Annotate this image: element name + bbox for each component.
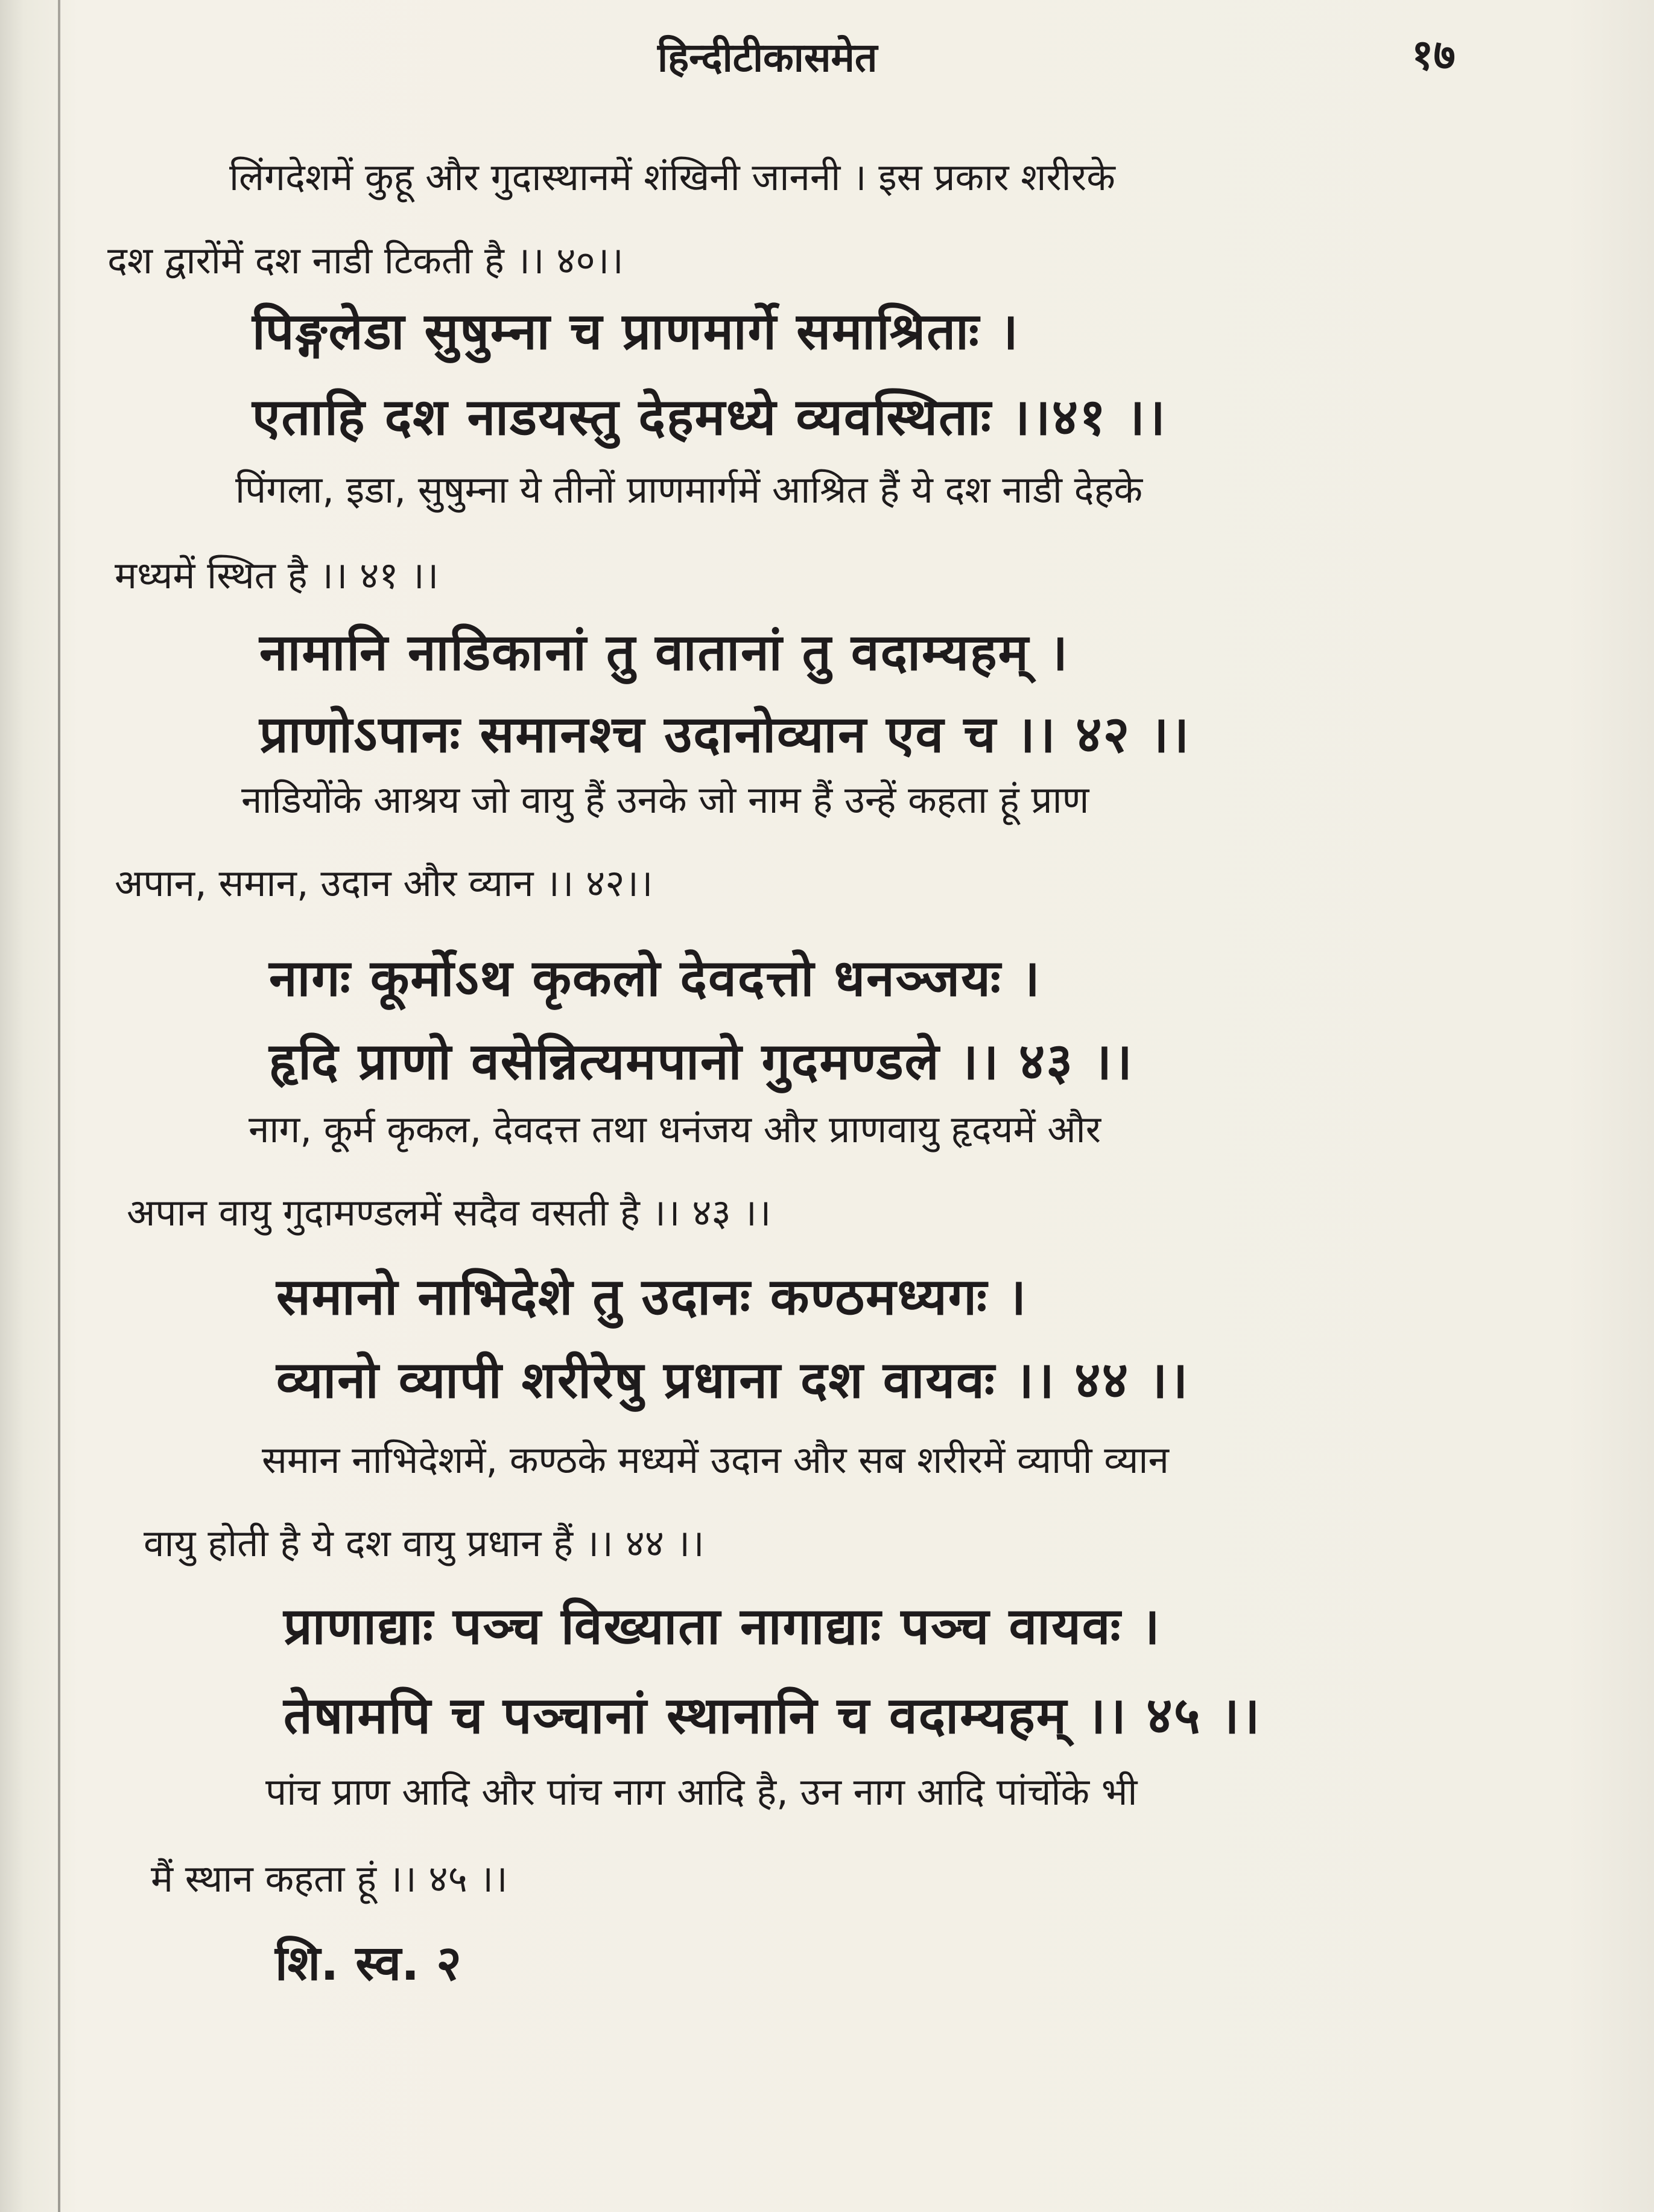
verse-line: प्राणोऽपानः समानश्च उदानोव्यान एव च ।। ४२ ।। — [259, 705, 1191, 764]
verse-line: व्यानो व्यापी शरीरेषु प्रधाना दश वायवः ।। ४४ ।। — [276, 1350, 1190, 1410]
verse-line: पिङ्गलेडा सुषुम्ना च प्राणमार्गे समाश्रिताः । — [252, 302, 1019, 361]
commentary-line: अपान वायु गुदामण्डलमें सदैव वसती है ।। ४३ ।। — [127, 1190, 772, 1235]
verse-line: एताहि दश नाडयस्तु देहमध्ये व्यवस्थिताः ।।४१ ।। — [252, 387, 1167, 447]
running-header: हिन्दीटीकासमेत — [657, 34, 878, 81]
commentary-line: दश द्वारोंमें दश नाडी टिकती है ।। ४०।। — [107, 238, 624, 282]
verse-line: नामानि नाडिकानां तु वातानां तु वदाम्यहम् । — [259, 623, 1069, 682]
page-gutter-line — [58, 0, 60, 2212]
commentary-line: मध्यमें स्थित है ।। ४१ ।। — [115, 553, 439, 597]
verse-line: समानो नाभिदेशे तु उदानः कण्ठमध्यगः । — [276, 1267, 1028, 1326]
commentary-line: पिंगला, इडा, सुषुम्ना ये तीनों प्राणमार्गमें आश्रित हैं ये दश नाडी देहके — [235, 468, 1143, 512]
verse-line: प्राणाद्याः पञ्च विख्याता नागाद्याः पञ्च वायवः । — [284, 1597, 1161, 1656]
verse-line: हृदि प्राणो वसेन्नित्यमपानो गुदमण्डले ।। ४३ ।। — [269, 1032, 1133, 1091]
verse-line: नागः कूर्मोऽथ कृकलो देवदत्तो धनञ्जयः । — [269, 949, 1041, 1008]
commentary-line: वायु होती है ये दश वायु प्रधान हैं ।। ४४ ।। — [144, 1521, 705, 1565]
commentary-line: पांच प्राण आदि और पांच नाग आदि है, उन नाग आदि पांचोंके भी — [265, 1770, 1138, 1814]
commentary-line: अपान, समान, उदान और व्यान ।। ४२।। — [115, 861, 653, 905]
commentary-line: नाडियोंके आश्रय जो वायु हैं उनके जो नाम हैं उन्हें कहता हूं प्राण — [241, 778, 1089, 822]
commentary-line: नाग, कूर्म कृकल, देवदत्त तथा धनंजय और प्राणवायु हृदयमें और — [249, 1107, 1101, 1151]
signature-mark: शि. स्व. २ — [275, 1935, 461, 1991]
commentary-line: लिंगदेशमें कुहू और गुदास्थानमें शंखिनी जाननी । इस प्रकार शरीरके — [229, 155, 1115, 199]
commentary-line: मैं स्थान कहता हूं ।। ४५ ।। — [151, 1857, 508, 1901]
commentary-line: समान नाभिदेशमें, कण्ठके मध्यमें उदान और सब शरीरमें व्यापी व्यान — [262, 1438, 1169, 1482]
verse-line: तेषामपि च पञ्चानां स्थानानि च वदाम्यहम् ।। ४५ ।। — [284, 1686, 1261, 1745]
page-number: १७ — [1412, 30, 1456, 80]
